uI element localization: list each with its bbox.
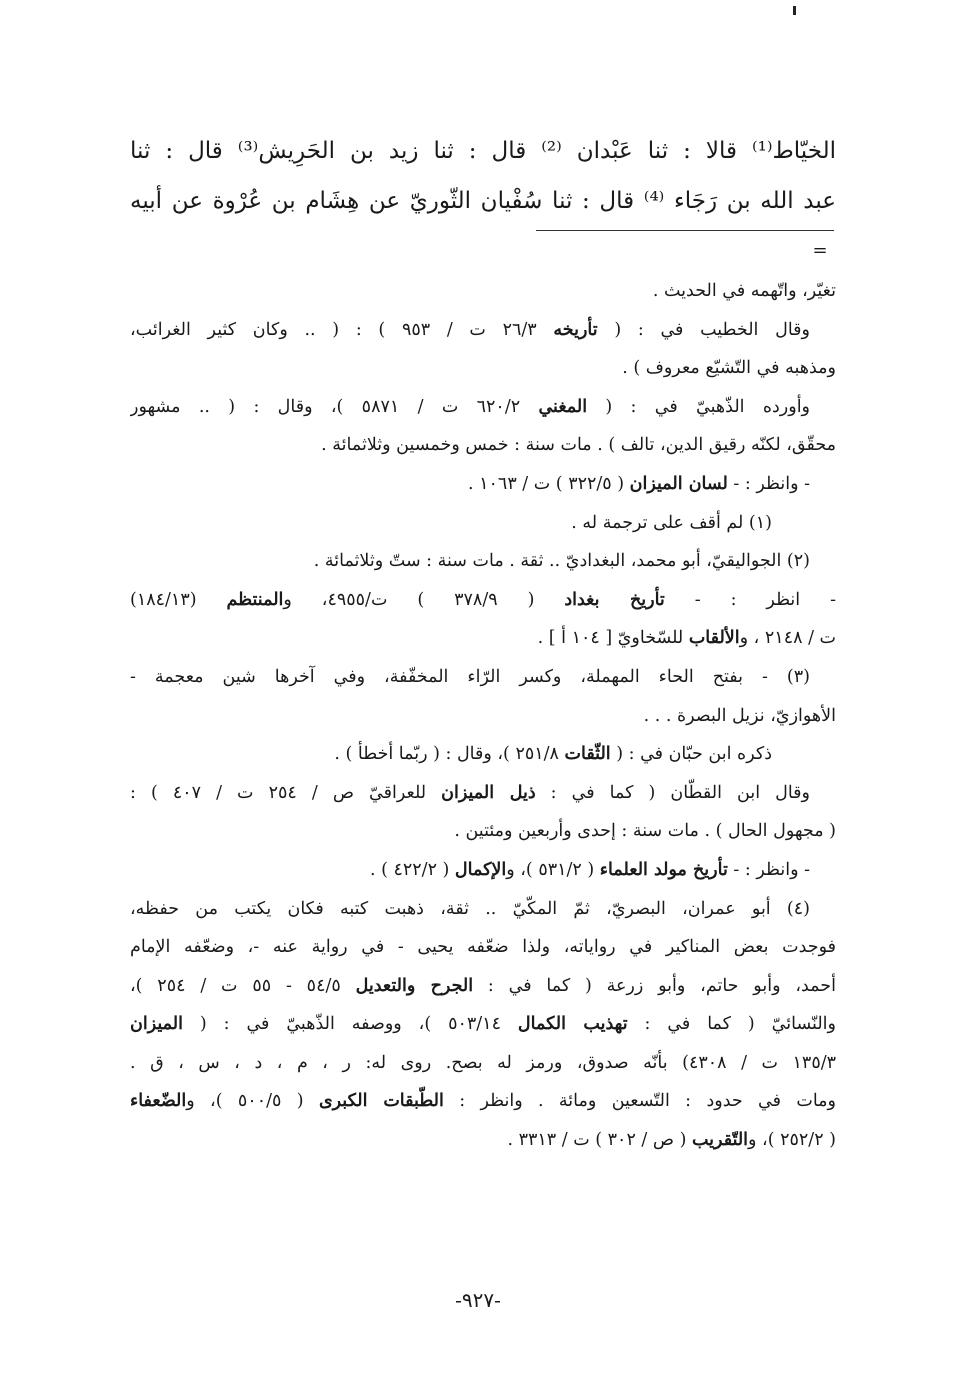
footnote-line: ومات في حدود : التّسعين ومائة . وانظر : الطّبقات الكبرى ( ٥٠٠/٥ )، والضّعفاء (130, 1091, 836, 1112)
book-title: تأريخ مولد العلماء (599, 859, 728, 880)
footnote-line: والنّسائيّ ( كما في : تهذيب الكمال ٥٠٣/١٤ )، ووصفه الذّهبيّ في : ( الميزان (130, 1014, 836, 1035)
footnote-line: (١) لم أقف على ترجمة له . (571, 512, 772, 533)
scan-mark (793, 6, 796, 15)
footnote-line: - وانظر : - تأريخ مولد العلماء ( ٥٣١/٢ )، والإكمال ( ٤٢٢/٢ ) . (369, 859, 810, 880)
footnote-line: - انظر : - تأريخ بغداد ( ٣٧٨/٩ ) ت/٤٩٥٥، والمنتظم (١٨٤/١٣) (130, 589, 836, 610)
footnote-line: ت / ٢١٤٨ ، والألقاب للسّخاويّ [ ١٠٤ أ ] . (537, 628, 836, 649)
book-title: الضّعفاء (130, 1091, 187, 1112)
book-title: تأريخ بغداد (564, 589, 665, 610)
book-title: الثّقات (564, 744, 611, 765)
footnote-line: - وانظر : - لسان الميزان ( ٣٢٢/٥ ) ت / ١٠٦٣ . (467, 473, 810, 494)
footnote-line: فوجدت بعض المناكير في رواياته، ولذا ضعّفه يحيى - في رواية عنه -، وضعّفه الإمام (130, 937, 836, 958)
footnote-line: (٤) أبو عمران، البصريّ، ثمّ المكّيّ .. ثقة، ذهبت كتبه فكان يكتب من حفظه، (130, 898, 810, 919)
footnote-line: الأهوازيّ، نزيل البصرة . . . (643, 705, 836, 726)
book-title: المغني (538, 396, 588, 417)
footnote-line: وقال الخطيب في : ( تأريخه ٢٦/٣ ت / ٩٥٣ ) : ( .. وكان كثير الغرائب، (130, 319, 810, 340)
book-title: لسان الميزان (629, 473, 728, 494)
footnote-line: وقال ابن القطّان ( كما في : ذيل الميزان للعراقيّ ص / ٢٥٤ ت / ٤٠٧ ) : (130, 782, 810, 803)
footnote-line: ذكره ابن حبّان في : ( الثّقات ٢٥١/٨ )، وقال : ( ربّما أخطأ ) . (334, 744, 772, 765)
main-text-line: عبد الله بن رَجَاء ⁽⁴⁾ قال : ثنا سُفْيان الثّوريّ عن هِشَام بن عُرْوة عن أبيه (130, 188, 836, 214)
book-title: التّقريب (692, 1130, 749, 1151)
book-title: الجرح والتعديل (355, 975, 474, 996)
footnote-line: محقّق، لكنّه رقيق الدين، تالف ) . مات سنة : خمس وخمسين وثلاثمائة . (321, 435, 836, 456)
footnote-line: (٢) الجواليقيّ، أبو محمد، البغداديّ .. ثقة . مات سنة : ستّ وثلاثمائة . (313, 551, 810, 572)
footnote-line: ومذهبه في التّشيّع معروف ) . (622, 358, 836, 379)
footnotes (130, 272, 836, 1160)
footnote-line: وأورده الذّهبيّ في : ( المغني ٦٢٠/٢ ت / ٥٨٧١ )، وقال : ( .. مشهور (130, 396, 811, 417)
book-title: الميزان (130, 1014, 183, 1035)
book-title: المنتظم (226, 589, 284, 610)
footnote-line: ( مجهول الحال ) . مات سنة : إحدى وأربعين ومئتين . (454, 821, 836, 842)
book-title: تهذيب الكمال (517, 1014, 628, 1035)
book-title: الألقاب (688, 628, 740, 649)
main-text-line: الخيّاط⁽¹⁾ قالا : ثنا عَبْدان ⁽²⁾ قال : ثنا زيد بن الحَرِيش⁽³⁾ قال : ثنا (130, 138, 836, 164)
footnote-separator (536, 230, 834, 231)
book-title: الإكمال (454, 859, 507, 880)
footnote-line: ١٣٥/٣ ت / ٤٣٠٨) بأنّه صدوق، ورمز له بصح. روى له: ر ، م ، د ، س ، ق . (130, 1052, 836, 1073)
book-title: تأريخه (553, 319, 598, 340)
footnote-line: ( ٢٥٢/٢ )، والتّقريب ( ص / ٣٠٢ ) ت / ٣٣١٣ . (507, 1130, 836, 1151)
page-number: -٩٢٧- (455, 1288, 501, 1312)
book-title: الطّبقات الكبرى (318, 1091, 444, 1112)
main-text (130, 126, 836, 226)
footnote-line: أحمد، وأبو حاتم، وأبو زرعة ( كما في : الجرح والتعديل ٥٤/٥ - ٥٥ ت / ٢٥٤ )، (130, 975, 836, 996)
book-title: ذيل الميزان (441, 782, 536, 803)
continuation-mark: = (812, 240, 828, 261)
footnote-line: تغيّر، واتّهمه في الحديث . (652, 281, 836, 301)
footnote-line: (٣) - بفتح الحاء المهملة، وكسر الرّاء المخفّفة، وفي آخرها شين معجمة - (130, 666, 810, 687)
